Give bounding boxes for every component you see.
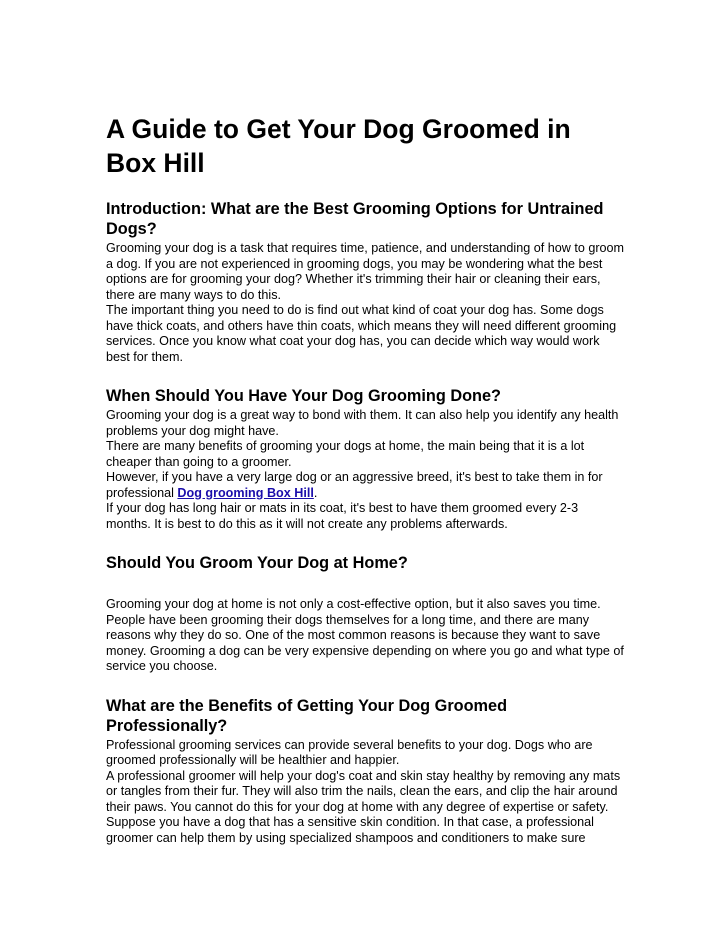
section-introduction — [106, 199, 626, 365]
paragraph: Professional grooming services can provide several benefits to your dog. Dogs who are groomed professionally will be healthier and happier. — [106, 737, 593, 767]
paragraph: Grooming your dog is a great way to bond with them. It can also help you identify any health problems your dog might have. — [106, 408, 619, 438]
section-benefits-professional — [106, 696, 626, 847]
paragraph: Grooming your dog at home is not only a cost-effective option, but it also saves you time. People have been grooming their dogs themselves for a long time, and there are many reasons why they do so. One of the most common reasons is because they want to save money. Grooming a dog can be very expensive depending on where you go and what type of service you choose. — [106, 597, 624, 673]
section-heading: Introduction: What are the Best Grooming Options for Untrained Dogs? — [106, 200, 604, 238]
document-page — [106, 112, 626, 867]
paragraph: A professional groomer will help your dog's coat and skin stay healthy by removing any mats or tangles from their fur. They will also trim the nails, clean the ears, and clip the hair around their paws. You cannot do this for your dog at home with any degree of expertise or safety. — [106, 768, 621, 814]
section-heading: What are the Benefits of Getting Your Dog Groomed Professionally? — [106, 696, 508, 735]
paragraph: If your dog has long hair or mats in its coat, it's best to have them groomed every 2-3 months. It is best to do this as it will not create any problems afterwards. — [106, 501, 579, 531]
page-title: A Guide to Get Your Dog Groomed in Box Hill — [106, 114, 571, 178]
section-heading: Should You Groom Your Dog at Home? — [106, 554, 408, 572]
link-trailing-text: . — [313, 485, 318, 500]
paragraph: Grooming your dog is a task that requires time, patience, and understanding of how to groom a dog. If you are not experienced in grooming dogs, you may be wondering what the best options are for grooming your dog? Whether it's trimming their hair or cleaning their ears, there are many ways to do this. — [106, 241, 625, 302]
paragraph: Suppose you have a dog that has a sensitive skin condition. In that case, a professional groomer can help them by using specialized shampoos and conditioners to make sure — [106, 815, 594, 845]
link-lead-text: However, if you have a very large dog or an aggressive breed, it's best to take them in for professional — [106, 470, 603, 500]
section-groom-at-home — [106, 553, 626, 675]
section-heading: When Should You Have Your Dog Grooming Done? — [106, 387, 501, 405]
section-when-grooming — [106, 386, 626, 532]
paragraph-with-link — [106, 470, 626, 501]
dog-grooming-box-hill-link[interactable]: Dog grooming Box Hill — [177, 485, 314, 500]
paragraph: There are many benefits of grooming your dogs at home, the main being that it is a lot cheaper than going to a groomer. — [106, 439, 585, 469]
paragraph: The important thing you need to do is find out what kind of coat your dog has. Some dogs have thick coats, and others have thin coats, which means they will need different grooming services. Once you know what coat your dog has, you can decide which way would work best for them. — [106, 303, 617, 364]
